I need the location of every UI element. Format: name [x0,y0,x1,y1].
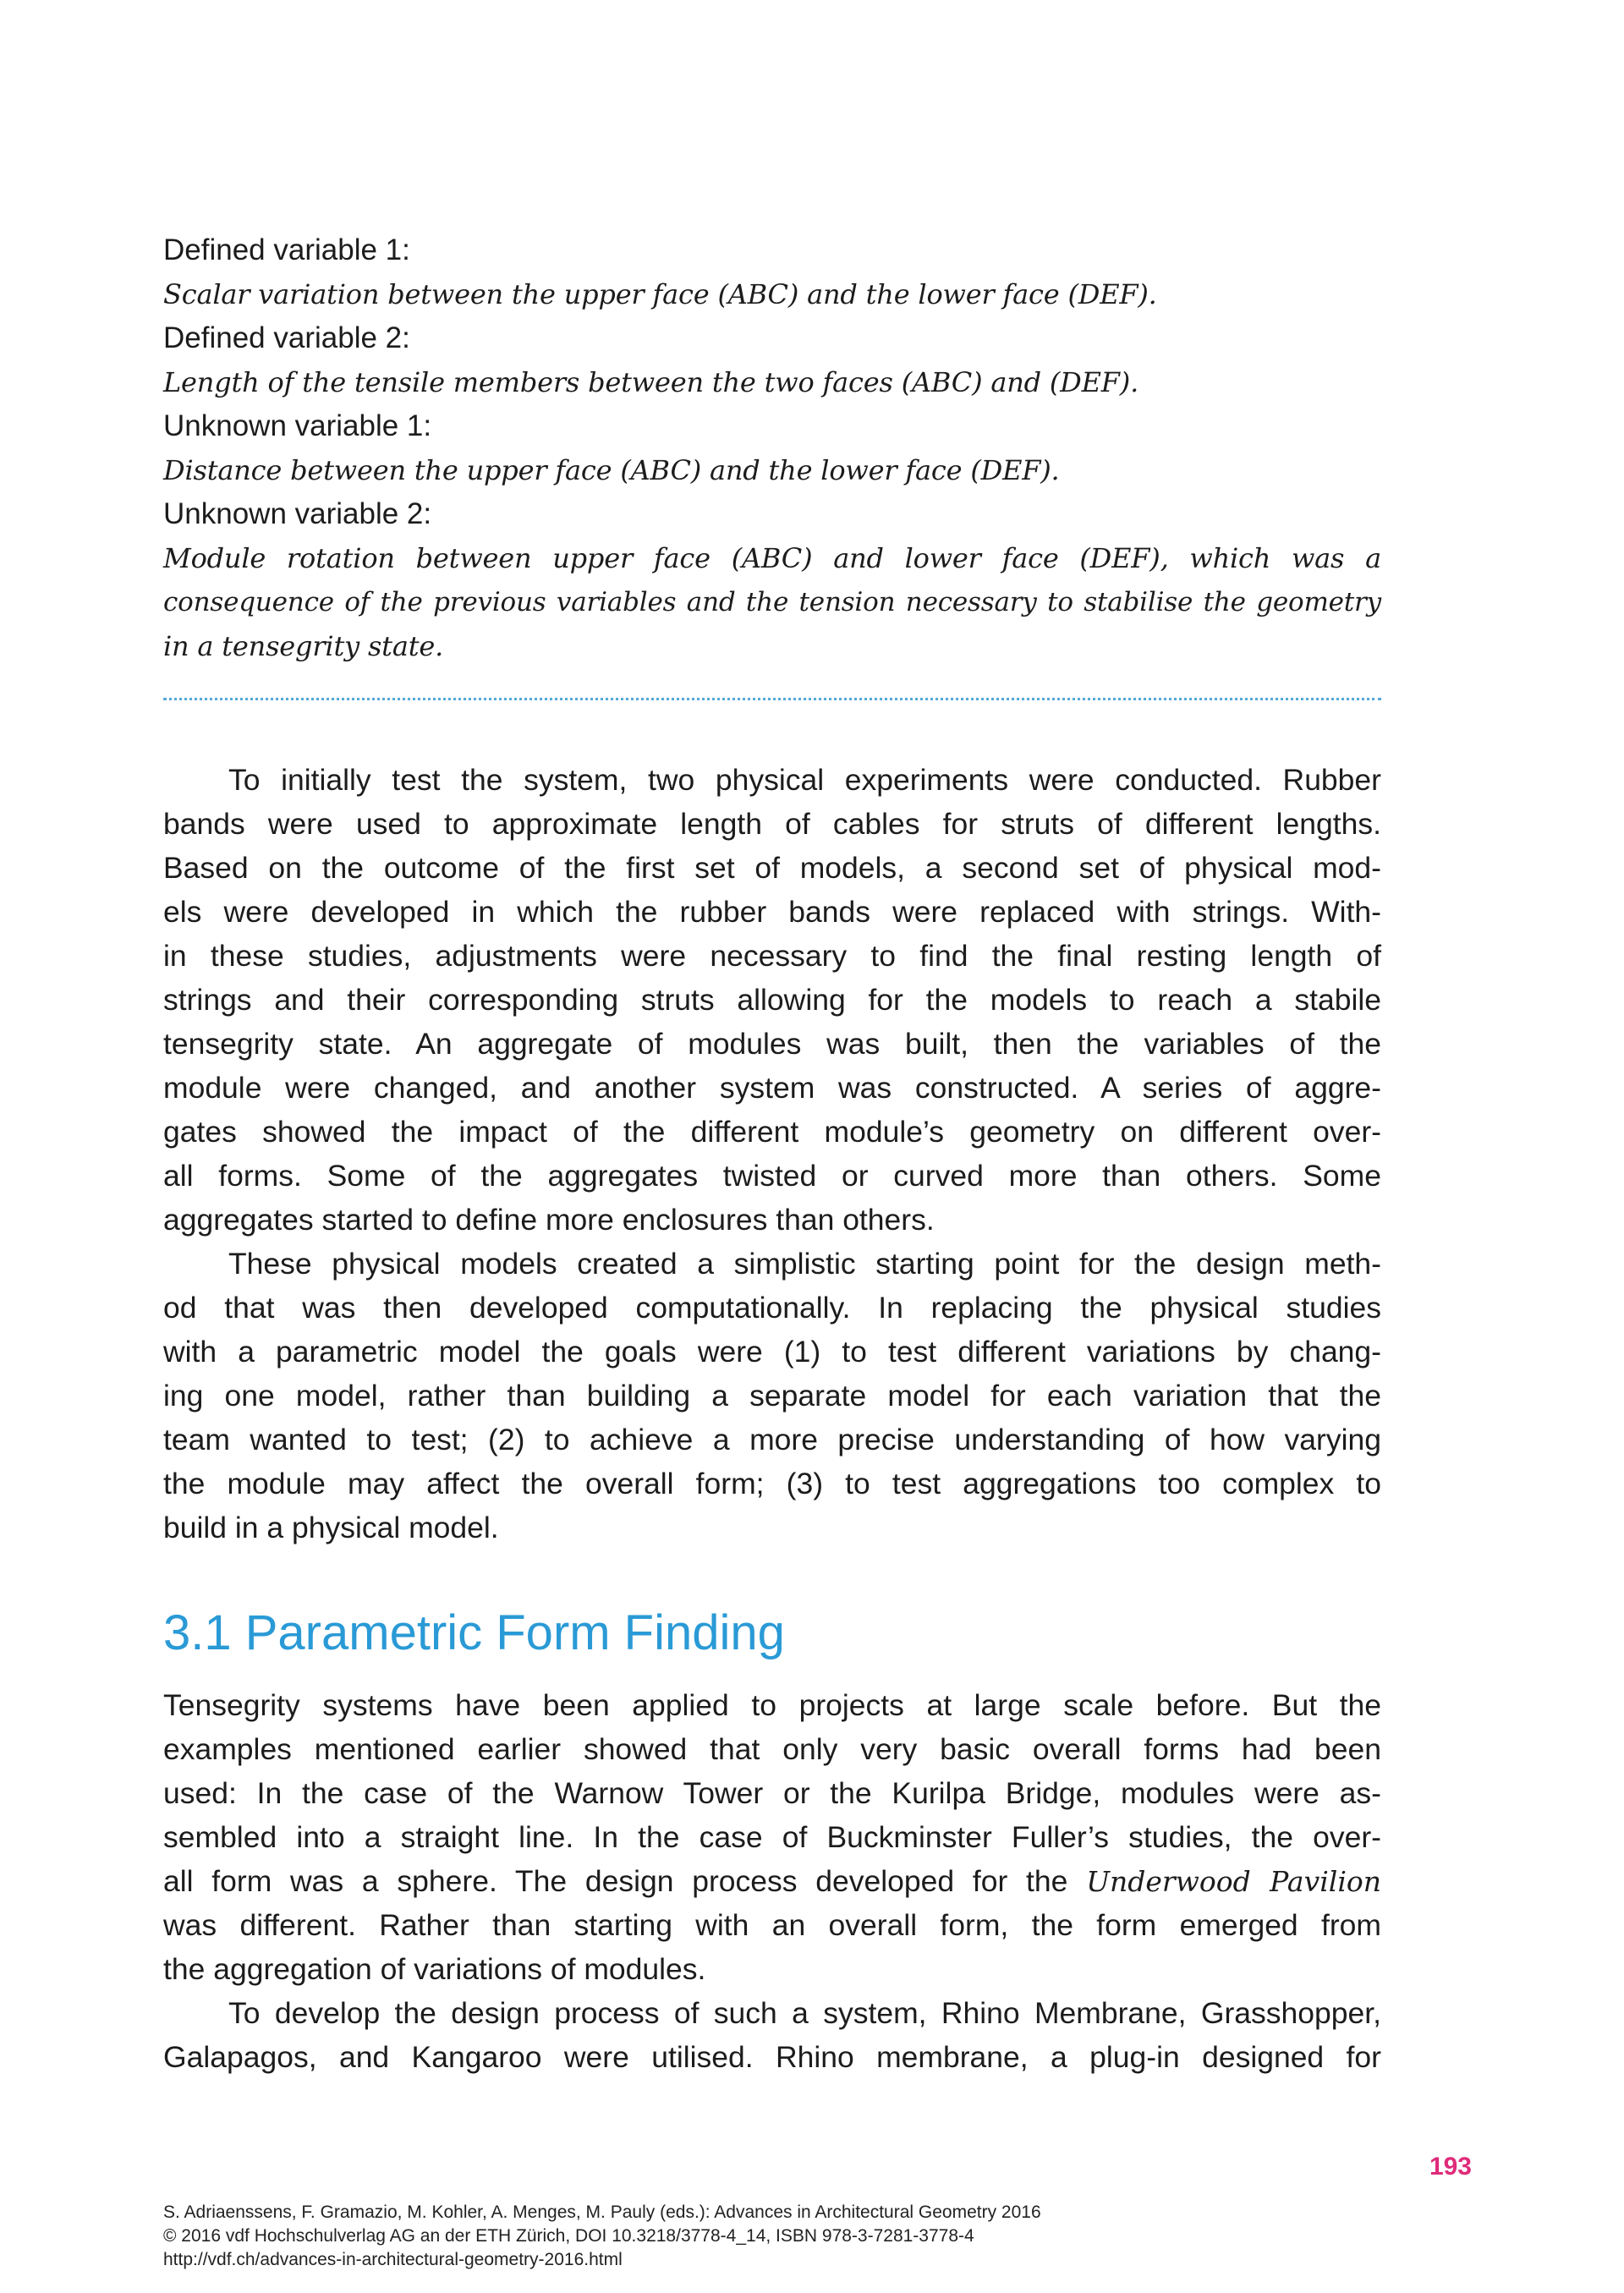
text-line: tensegrity state. An aggregate of modules was built, then the variables of the [163,1027,1381,1061]
text-line: Tensegrity systems have been applied to projects at large scale before. But the [163,1688,1381,1722]
text-line: the aggregation of variations of modules. [163,1952,706,1986]
variable-label: Defined variable 2: [163,321,410,354]
variable-label: Defined variable 1: [163,233,410,266]
text-line: od that was then developed computationally. In replacing the physical studies [163,1291,1381,1325]
text-line: in these studies, adjustments were necessary to find the final resting length of [163,939,1381,973]
variable-description: Module rotation between upper face (ABC) and lower face (DEF), which was a [163,542,1381,574]
variable-description: Length of the tensile members between the two faces (ABC) and (DEF). [163,366,1139,398]
variable-label: Unknown variable 1: [163,409,432,442]
text-line: Based on the outcome of the first set of models, a second set of physical mod- [163,851,1381,885]
italic-project-name: Underwood Pavilion [1086,1865,1381,1898]
text-line: was different. Rather than starting with an overall form, the form emerged from [163,1908,1381,1942]
text-line: To develop the design process of such a system, Rhino Membrane, Grasshopper, [228,1996,1381,2030]
variable-description: Scalar variation between the upper face (ABC) and the lower face (DEF). [163,278,1157,310]
section-heading: 3.1 Parametric Form Finding [163,1605,785,1660]
text-line: strings and their corresponding struts allowing for the models to reach a stabile [163,983,1381,1017]
text-line: examples mentioned earlier showed that only very basic overall forms had been [163,1732,1381,1766]
variable-description: consequence of the previous variables and the tension necessary to stabilise the geometry [163,587,1381,617]
text-span: all form was a sphere. The design process developed for the [163,1864,1068,1898]
text-line: These physical models created a simplistic starting point for the design meth- [228,1247,1381,1281]
page-number: 193 [1429,2153,1472,2181]
text-line: the module may affect the overall form; (3) to test aggregations too complex to [163,1467,1381,1500]
text-line: build in a physical model. [163,1511,499,1544]
footer-url: http://vdf.ch/advances-in-architectural-geometry-2016.html [163,2250,623,2269]
variable-description: in a tensegrity state. [163,630,444,662]
footer-copyright: © 2016 vdf Hochschulverlag AG an der ETH Zürich, DOI 10.3218/3778-4_14, ISBN 978-3-7281-3778-4 [163,2226,974,2246]
text-line: sembled into a straight line. In the case of Buckminster Fuller’s studies, the over- [163,1820,1381,1854]
text-line: module were changed, and another system was constructed. A series of aggre- [163,1071,1381,1105]
dotted-divider [163,698,1381,700]
variable-label: Unknown variable 2: [163,497,432,530]
text-line: team wanted to test; (2) to achieve a more precise understanding of how varying [163,1423,1381,1456]
text-line [163,1859,1381,1904]
text-line: Galapagos, and Kangaroo were utilised. Rhino membrane, a plug-in designed for [163,2040,1381,2074]
text-line: with a parametric model the goals were (1) to test different variations by chang- [163,1335,1381,1369]
footer-citation: S. Adriaenssens, F. Gramazio, M. Kohler, A. Menges, M. Pauly (eds.): Advances in Architectural Geometry 2016 [163,2202,1041,2222]
text-line: ing one model, rather than building a separate model for each variation that the [163,1379,1381,1413]
text-line: gates showed the impact of the different module’s geometry on different over- [163,1115,1381,1149]
text-line: bands were used to approximate length of cables for struts of different lengths. [163,807,1381,841]
variable-description: Distance between the upper face (ABC) and the lower face (DEF). [163,454,1060,486]
text-line: all forms. Some of the aggregates twisted or curved more than others. Some [163,1159,1381,1193]
text-line: To initially test the system, two physical experiments were conducted. Rubber [228,763,1381,797]
text-line: els were developed in which the rubber bands were replaced with strings. With- [163,895,1381,929]
text-line: aggregates started to define more enclosures than others. [163,1203,935,1237]
text-line: used: In the case of the Warnow Tower or the Kurilpa Bridge, modules were as- [163,1776,1381,1810]
